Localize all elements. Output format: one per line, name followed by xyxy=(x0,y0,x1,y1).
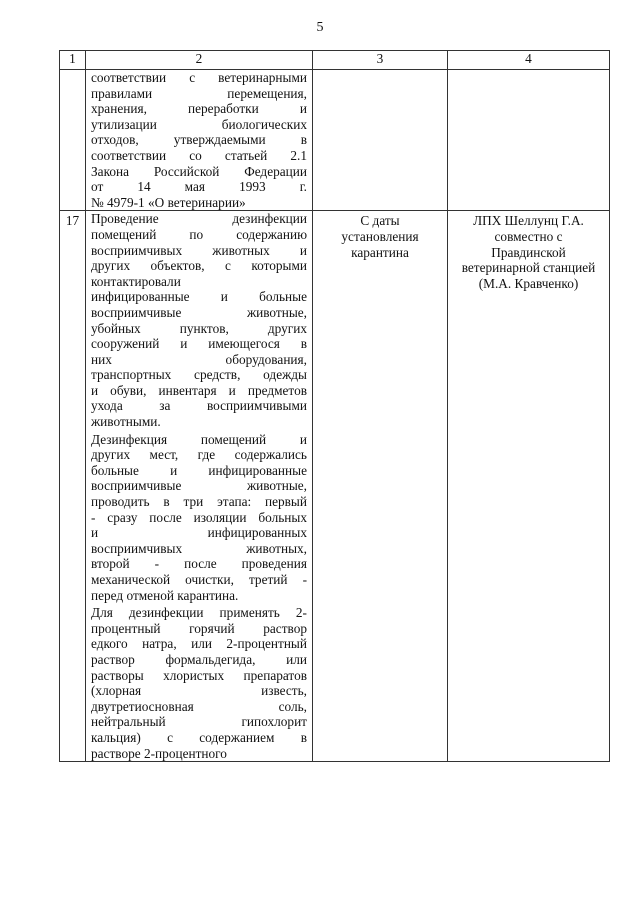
header-col-4: 4 xyxy=(448,51,610,70)
text-line: Закона Российской Федерации xyxy=(91,163,307,179)
text-line: нейтральный гипохлорит xyxy=(91,714,307,730)
row-number xyxy=(60,70,86,211)
text-line: растворы хлористых препаратов xyxy=(91,667,307,683)
text-line: других мест, где содержались xyxy=(91,447,307,463)
text-line: восприимчивых животных и xyxy=(91,242,307,258)
text-line: С даты xyxy=(360,213,400,229)
text-line: Проведение дезинфекции xyxy=(91,211,307,227)
text-line: проводить в три этапа: первый xyxy=(91,494,307,510)
text-line: совместно с xyxy=(494,228,563,244)
text-line: них оборудования, xyxy=(91,351,307,367)
text-line: и обуви, инвентаря и предметов xyxy=(91,382,307,398)
page-number: 5 xyxy=(316,20,324,35)
text-line: утилизации биологических xyxy=(91,116,307,132)
measure-paragraph xyxy=(91,432,307,604)
header-col-1: 1 xyxy=(60,51,86,70)
measure-paragraph xyxy=(91,211,307,429)
measure-paragraph xyxy=(91,70,307,210)
term-cell xyxy=(313,211,448,762)
text-line: соответствии со статьей 2.1 xyxy=(91,147,307,163)
measure-paragraph xyxy=(91,605,307,761)
text-line: второй - после проведения xyxy=(91,556,307,572)
text-line: ухода за восприимчивыми xyxy=(91,398,307,414)
text-line: больные и инфицированные xyxy=(91,462,307,478)
header-col-3: 3 xyxy=(313,51,448,70)
text-line: транспортных средств, одежды xyxy=(91,367,307,383)
text-line: соответствии с ветеринарными xyxy=(91,70,307,85)
text-line: растворе 2-процентного xyxy=(91,745,227,761)
text-line: отходов, утверждаемыми в xyxy=(91,132,307,148)
text-line: перед отменой карантина. xyxy=(91,587,239,603)
text-line: ЛПХ Шеллунц Г.А. xyxy=(473,213,584,229)
table-row xyxy=(60,70,610,211)
text-line: других объектов, с которыми xyxy=(91,258,307,274)
text-line: (М.А. Кравченко) xyxy=(478,275,579,291)
text-line: процентный горячий раствор xyxy=(91,620,307,636)
text-line: восприимчивые животные, xyxy=(91,478,307,494)
text-line: помещений по содержанию xyxy=(91,226,307,242)
responsible-cell xyxy=(448,211,610,762)
text-line: едкого натра, или 2-процентный xyxy=(91,636,307,652)
text-line: механической очистки, третий - xyxy=(91,572,307,587)
responsible-cell xyxy=(448,70,610,211)
text-line: ветеринарной станцией xyxy=(461,260,596,276)
table-header-row xyxy=(60,51,610,70)
text-line: восприимчивые животные, xyxy=(91,304,307,320)
text-line: правилами перемещения, xyxy=(91,85,307,101)
row-number: 17 xyxy=(60,211,86,762)
header-col-2: 2 xyxy=(86,51,313,70)
text-line: убойных пунктов, других xyxy=(91,320,307,336)
text-line: от 14 мая 1993 г. xyxy=(91,179,307,195)
measure-text xyxy=(86,211,313,762)
text-line: - сразу после изоляции больных xyxy=(91,509,307,525)
text-line: восприимчивых животных, xyxy=(91,540,307,556)
term-cell xyxy=(313,70,448,211)
text-line: и инфицированных xyxy=(91,525,307,541)
text-line: № 4979-1 «О ветеринарии» xyxy=(91,194,246,210)
text-line: Для дезинфекции применять 2- xyxy=(91,605,307,621)
text-line: Правдинской xyxy=(491,244,566,260)
table-row xyxy=(60,211,610,762)
measures-table xyxy=(59,50,610,762)
text-line: контактировали xyxy=(91,273,181,289)
text-line: двутретиосновная соль, xyxy=(91,698,307,714)
text-line: установления xyxy=(341,228,419,244)
text-line: животными. xyxy=(91,414,161,430)
text-line: (хлорная известь, xyxy=(91,683,307,699)
text-line: кальция) с содержанием в xyxy=(91,729,307,745)
text-line: инфицированные и больные xyxy=(91,289,307,305)
text-line: Дезинфекция помещений и xyxy=(91,431,307,447)
text-line: карантина xyxy=(351,244,409,260)
text-line: сооружений и имеющегося в xyxy=(91,336,307,352)
measure-text xyxy=(86,70,313,211)
text-line: хранения, переработки и xyxy=(91,101,307,117)
text-line: раствор формальдегида, или xyxy=(91,651,307,667)
